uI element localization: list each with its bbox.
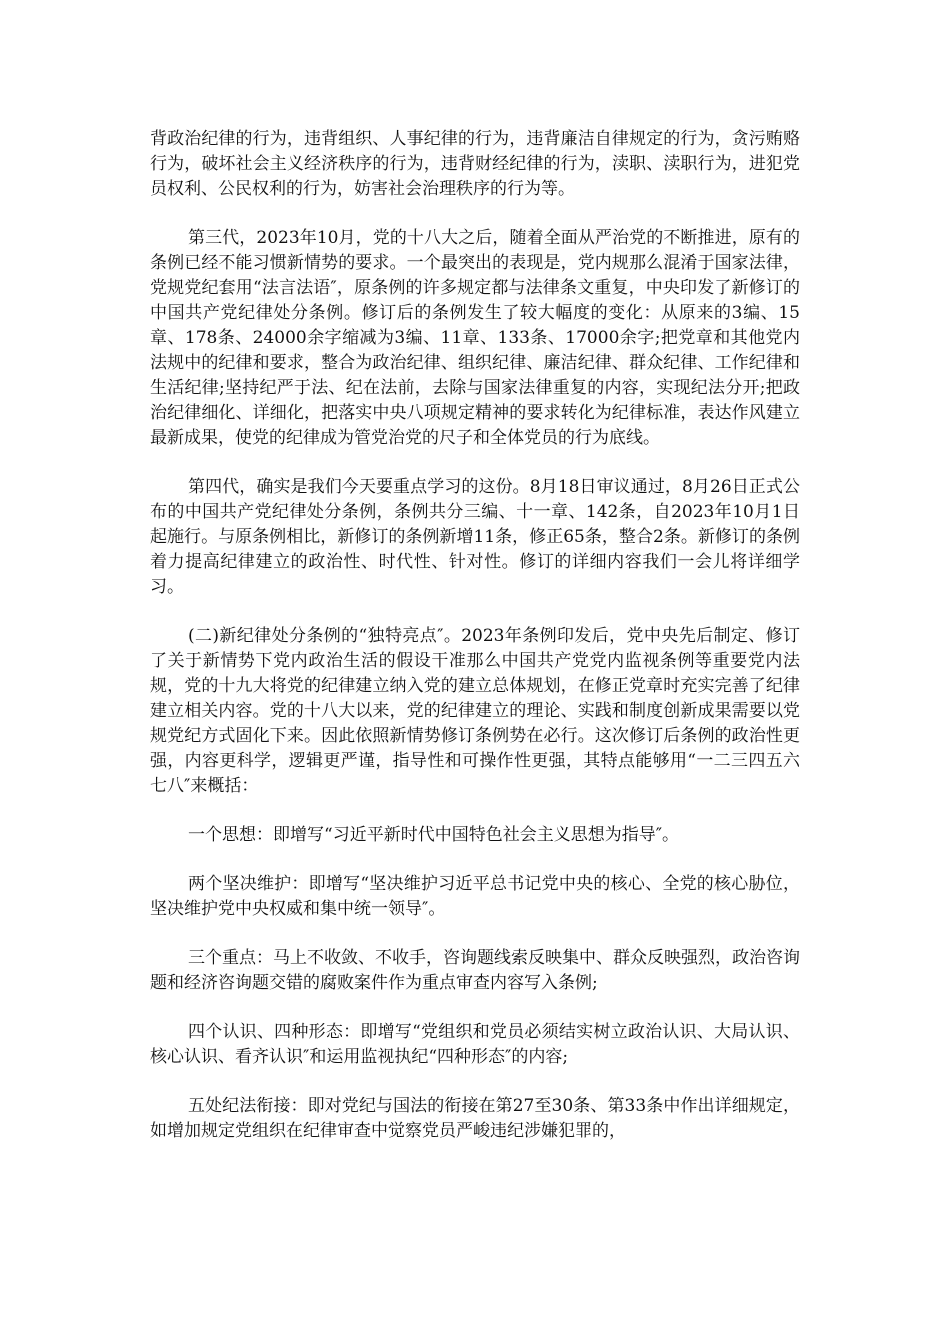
document-page: [150, 127, 800, 1168]
paragraph-two-upholds: 两个坚决维护：即增写“坚决维护习近平总书记党中央的核心、全党的核心胁位，坚决维护党中央权威和集中统一领导″。: [150, 874, 800, 919]
paragraph-highlights: (二)新纪律处分条例的“独特亮点″。2023年条例印发后，党中央先后制定、修订了关于新情势下党内政治生活的假设干准那么中国共产党党内监视条例等重要党内法规，党的十九大将党的纪律建立纳入党的建立总体规划，在修正党章时充实完善了纪律建立相关内容。党的十八大以来，党的纪律建立的理论、实践和制度创新成果需要以党规党纪方式固化下来。因此依照新情势修订条例势在必行。这次修订后条例的政治性更强，内容更科学，逻辑更严谨，指导性和可操作性更强，其特点能够用“一二三四五六七八″来概括：: [150, 626, 800, 796]
paragraph-three-priorities: 三个重点：马上不收敛、不收手，咨询题线索反映集中、群众反映强烈，政治咨询题和经济咨询题交错的腐败案件作为重点审查内容写入条例;: [150, 948, 800, 993]
paragraph-one-thought: 一个思想：即增写“习近平新时代中国特色社会主义思想为指导″。: [188, 825, 680, 845]
paragraph-third-generation: 第三代，2023年10月，党的十八大之后，随着全面从严治党的不断推进，原有的条例已经不能习惯新情势的要求。一个最突出的表现是，党内规那么混淆于国家法律，党规党纪套用“法言法语″，原条例的许多规定都与法律条文重复，中央印发了新修订的中国共产党纪律处分条例。修订后的条例发生了较大幅度的变化：从原来的3编、15章、178条、24000余字缩减为3编、11章、133条、17000余字;把党章和其他党内法规中的纪律和要求，整合为政治纪律、组织纪律、廉洁纪律、群众纪律、工作纪律和生活纪律;坚持纪严于法、纪在法前，去除与国家法律重复的内容，实现纪法分开;把政治纪律细化、详细化，把落实中央八项规定精神的要求转化为纪律标准，表达作风建立最新成果，使党的纪律成为管党治党的尺子和全体党员的行为底线。: [150, 228, 800, 448]
paragraph-continuation: 背政治纪律的行为，违背组织、人事纪律的行为，违背廉洁自律规定的行为，贪污贿赂行为，破坏社会主义经济秩序的行为，违背财经纪律的行为，渎职、渎职行为，进犯党员权利、公民权利的行为，妨害社会治理秩序的行为等。: [150, 129, 800, 199]
paragraph-four-awareness: 四个认识、四种形态：即增写“党组织和党员必须结实树立政治认识、大局认识、核心认识、看齐认识″和运用监视执纪“四种形态″的内容;: [150, 1022, 800, 1067]
paragraph-five-linkages: 五处纪法衔接：即对党纪与国法的衔接在第27至30条、第33条中作出详细规定，如增加规定党组织在纪律审查中觉察党员严峻违纪涉嫌犯罪的，: [150, 1096, 800, 1141]
paragraph-fourth-generation: 第四代，确实是我们今天要重点学习的这份。8月18日审议通过，8月26日正式公布的中国共产党纪律处分条例，条例共分三编、十一章、142条，自2023年10月1日起施行。与原条例相比，新修订的条例新增11条，修正65条，整合2条。新修订的条例着力提高纪律建立的政治性、时代性、针对性。修订的详细内容我们一会儿将详细学习。: [150, 477, 800, 597]
